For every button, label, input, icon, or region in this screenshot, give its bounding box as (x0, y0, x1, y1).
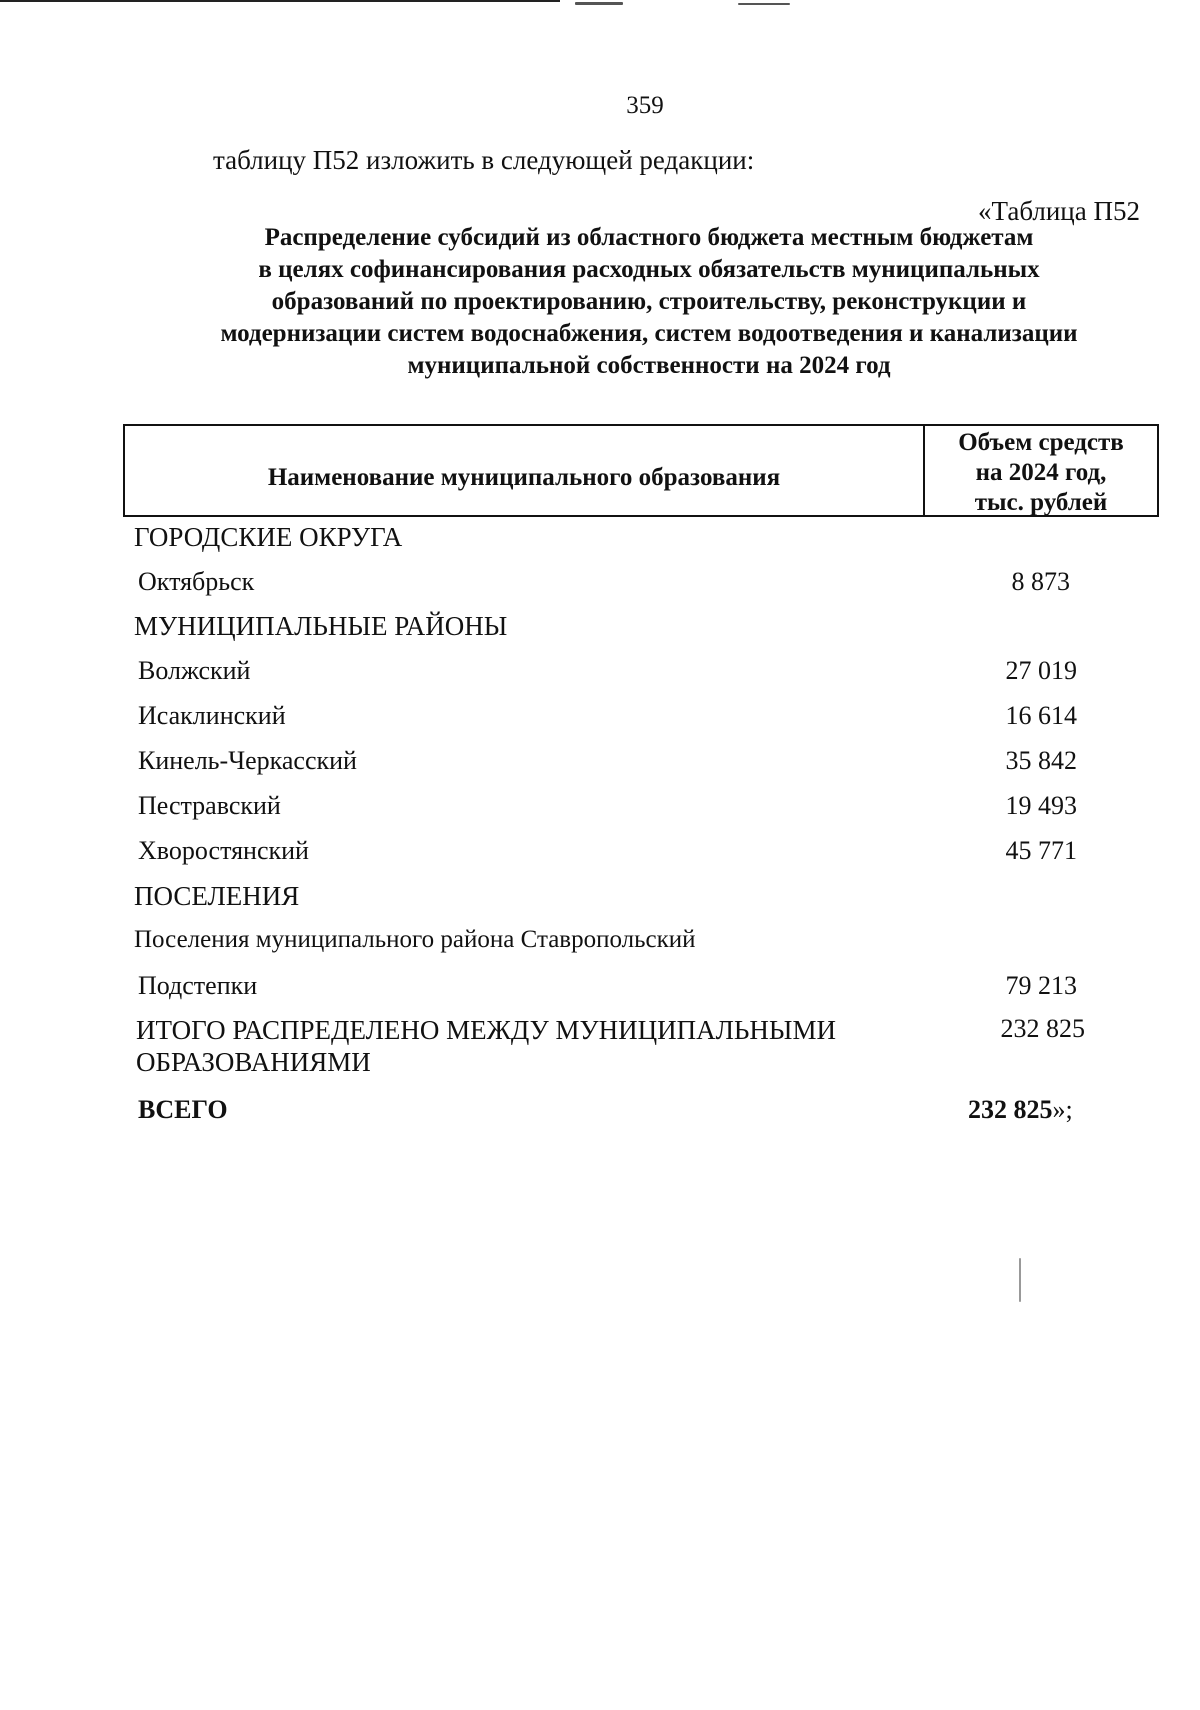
row-name: Октябрьск (138, 567, 255, 596)
row-name: Поселения муниципального района Ставропольский (134, 926, 696, 953)
title-line: образований по проектированию, строительству, реконструкции и (271, 288, 1027, 315)
header-amount-line: на 2024 год, (975, 459, 1107, 486)
row-name: Подстепки (138, 971, 258, 1000)
table-title (120, 222, 1178, 382)
row-name: Волжский (138, 656, 251, 685)
row-name: ГОРОДСКИЕ ОКРУГА (134, 522, 403, 552)
row-name: Кинель-Черкасский (138, 746, 357, 775)
row-name: Пестравский (138, 791, 281, 820)
header-amount-line: тыс. рублей (974, 489, 1108, 516)
row-value: 232 825 (968, 1095, 1053, 1124)
row-value: 35 842 (1005, 746, 1077, 775)
header-name-column: Наименование муниципального образования (267, 463, 781, 491)
header-amount-line: Объем средств (958, 429, 1124, 456)
title-line: в целях софинансирования расходных обязательств муниципальных (258, 256, 1040, 283)
row-value: 45 771 (1005, 836, 1077, 865)
row-value-wrapper (968, 1095, 1098, 1125)
table-label: «Таблица П52 (978, 196, 1140, 226)
row-value: 8 873 (1011, 567, 1070, 596)
row-name: МУНИЦИПАЛЬНЫЕ РАЙОНЫ (134, 611, 508, 641)
scan-artifact-mark (738, 3, 790, 5)
row-value: 16 614 (1005, 701, 1077, 730)
row-name: Исаклинский (138, 701, 286, 730)
scan-artifact-mark (575, 2, 623, 5)
title-line: муниципальной собственности на 2024 год (407, 352, 891, 379)
table-header (123, 424, 1159, 517)
row-value: 19 493 (1005, 791, 1077, 820)
scan-artifact-mark (1019, 1258, 1021, 1302)
row-name: ВСЕГО (138, 1095, 228, 1124)
row-value-suffix: »; (1052, 1095, 1073, 1124)
row-value: 27 019 (1005, 656, 1077, 685)
title-line: модернизации систем водоснабжения, систем водоотведения и канализации (220, 320, 1078, 347)
row-name: ПОСЕЛЕНИЯ (134, 881, 300, 911)
row-name: Хворостянский (138, 836, 309, 865)
scan-top-rule (0, 0, 560, 2)
row-name: ИТОГО РАСПРЕДЕЛЕНО МЕЖДУ МУНИЦИПАЛЬНЫМИ ОБРАЗОВАНИЯМИ (136, 1015, 836, 1077)
intro-text: таблицу П52 изложить в следующей редакции: (213, 145, 755, 175)
title-line: Распределение субсидий из областного бюджета местным бюджетам (264, 224, 1034, 251)
header-amount-column (923, 426, 1157, 515)
row-value: 79 213 (1005, 971, 1077, 1000)
row-value: 232 825 (1000, 1014, 1085, 1043)
page-number: 359 (626, 92, 664, 119)
